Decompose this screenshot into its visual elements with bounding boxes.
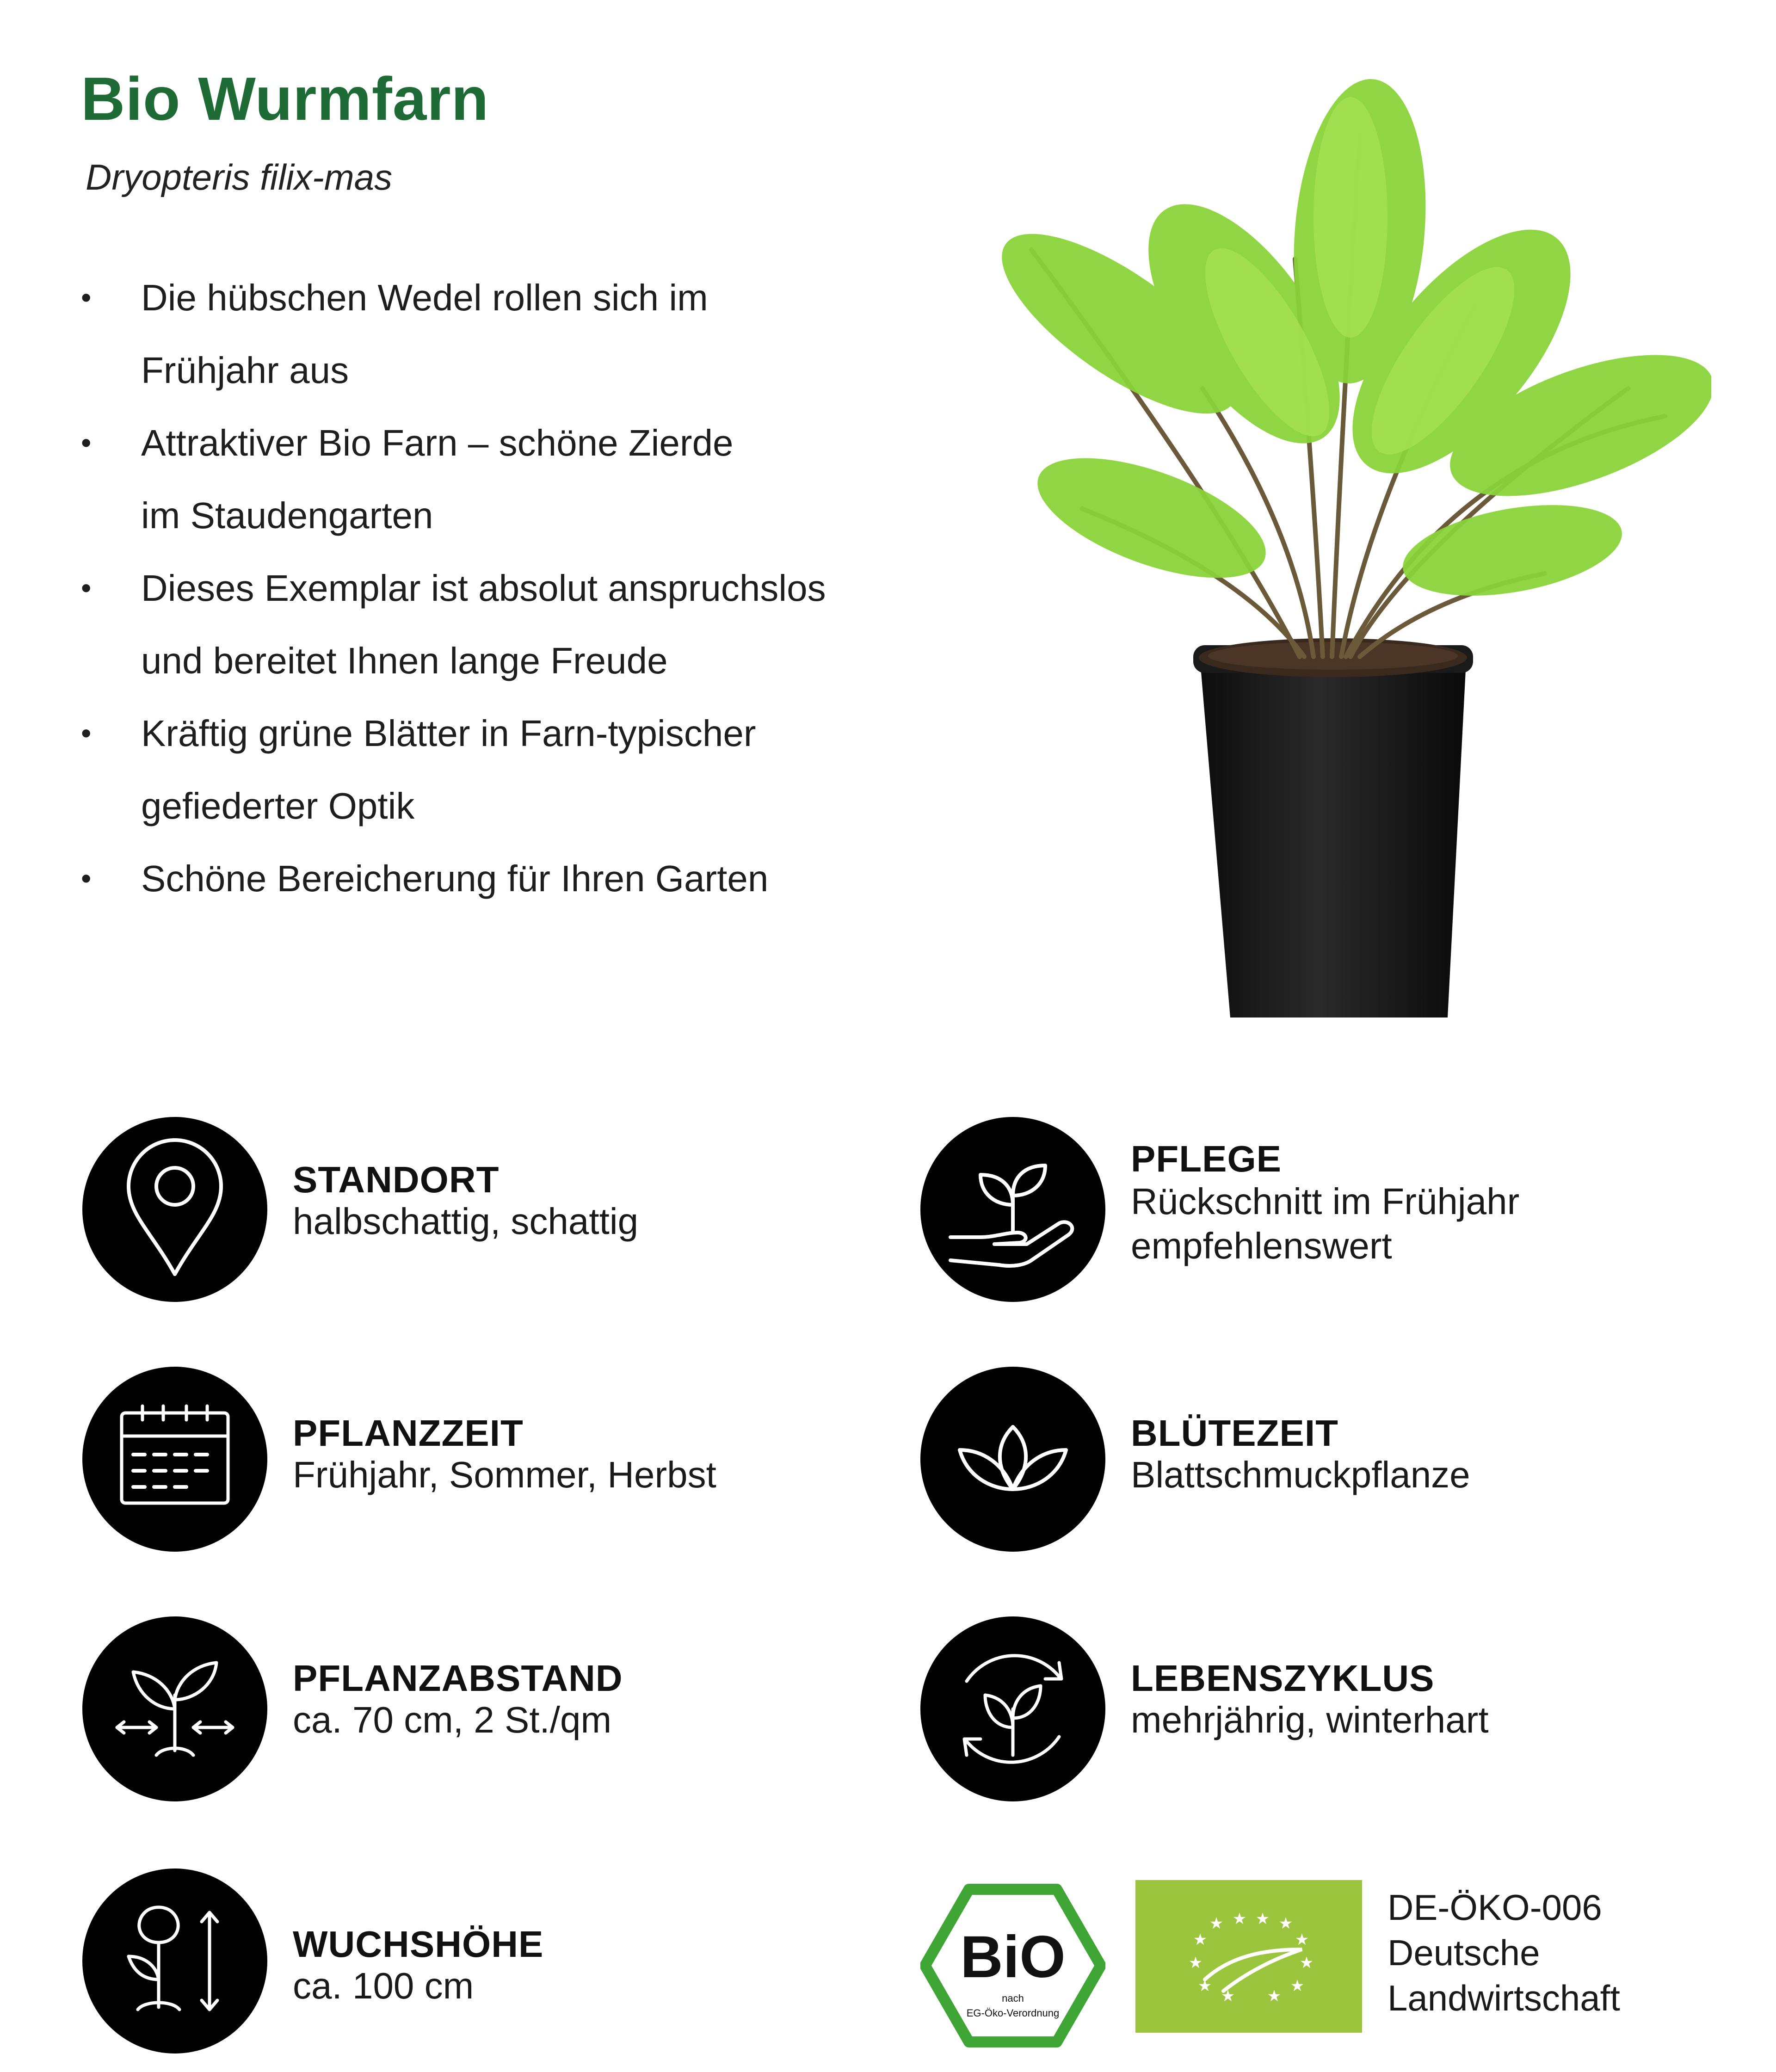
feature-value: Rückschnitt im Frühjahr empfehlenswert (1131, 1181, 1520, 1266)
calendar-icon (82, 1367, 267, 1552)
feature-title: LEBENSZYKLUS (1131, 1658, 1435, 1699)
feature-bullet-list (81, 261, 890, 915)
svg-text:★: ★ (1299, 1954, 1314, 1972)
bullet-item: • Kräftig grüne Blätter in Farn-typischer gefiederter Optik (81, 697, 890, 842)
feature-value: ca. 100 cm (293, 1965, 474, 2006)
svg-text:★: ★ (1267, 1987, 1282, 2005)
svg-text:★: ★ (1221, 1987, 1235, 2005)
seedling-spacing-icon (82, 1616, 267, 1801)
feature-bluetezeit (920, 1367, 1707, 1552)
svg-text:EG-Öko-Verordnung: EG-Öko-Verordnung (966, 2007, 1060, 2019)
origin-line: Deutsche (1388, 1932, 1540, 1973)
lotus-flower-icon (920, 1367, 1105, 1552)
svg-text:★: ★ (1255, 1910, 1270, 1928)
feature-title: PFLEGE (1131, 1138, 1282, 1179)
product-title: Bio Wurmfarn (81, 65, 489, 133)
bullet-item: • Schöne Bereicherung für Ihren Garten (81, 842, 890, 915)
feature-pflege (920, 1117, 1707, 1302)
feature-wuchshoehe (82, 1868, 869, 2054)
svg-text:★: ★ (1295, 1930, 1309, 1949)
certification-text (1388, 1885, 1620, 2021)
feature-value: mehrjährig, winterhart (1131, 1699, 1489, 1740)
eco-control-code: DE-ÖKO-006 (1388, 1887, 1602, 1928)
feature-title: WUCHSHÖHE (293, 1924, 544, 1965)
feature-title: BLÜTEZEIT (1131, 1412, 1338, 1454)
location-pin-icon (82, 1117, 267, 1302)
svg-text:★: ★ (1290, 1977, 1305, 1995)
feature-title: PFLANZABSTAND (293, 1658, 623, 1699)
svg-text:★: ★ (1193, 1930, 1208, 1949)
hand-with-seedling-icon (920, 1117, 1105, 1302)
feature-pflanzabstand (82, 1616, 869, 1801)
svg-text:nach: nach (1002, 1992, 1024, 2004)
latin-name: Dryopteris filix-mas (86, 157, 393, 197)
svg-text:★: ★ (1278, 1914, 1293, 1933)
svg-text:★: ★ (1209, 1914, 1224, 1933)
svg-text:BiO: BiO (960, 1924, 1066, 1990)
feature-lebenszyklus (920, 1616, 1707, 1801)
feature-value: Blattschmuckpflanze (1131, 1454, 1470, 1495)
bio-siegel-logo (920, 1882, 1105, 2049)
feature-standort (82, 1117, 869, 1302)
svg-text:★: ★ (1232, 1910, 1247, 1928)
feature-title: PFLANZZEIT (293, 1412, 524, 1454)
eu-organic-leaf-logo (1135, 1880, 1362, 2033)
bullet-item: • Attraktiver Bio Farn – schöne Zierde im Staudengarten (81, 407, 890, 552)
feature-value: Frühjahr, Sommer, Herbst (293, 1454, 716, 1495)
bullet-item: • Dieses Exemplar ist absolut anspruchslos und bereitet Ihnen lange Freude (81, 552, 890, 697)
svg-text:★: ★ (1188, 1954, 1203, 1972)
plant-height-icon (82, 1868, 267, 2054)
feature-value: halbschattig, schattig (293, 1201, 639, 1242)
feature-pflanzzeit (82, 1367, 869, 1552)
svg-text:★: ★ (1197, 1977, 1212, 1995)
feature-value: ca. 70 cm, 2 St./qm (293, 1699, 612, 1740)
feature-title: STANDORT (293, 1159, 500, 1200)
fern-plant-image (944, 65, 1711, 1027)
origin-line: Landwirtschaft (1388, 1978, 1620, 2018)
cycle-seedling-icon (920, 1616, 1105, 1801)
bullet-item: • Die hübschen Wedel rollen sich im Frühjahr aus (81, 261, 890, 407)
